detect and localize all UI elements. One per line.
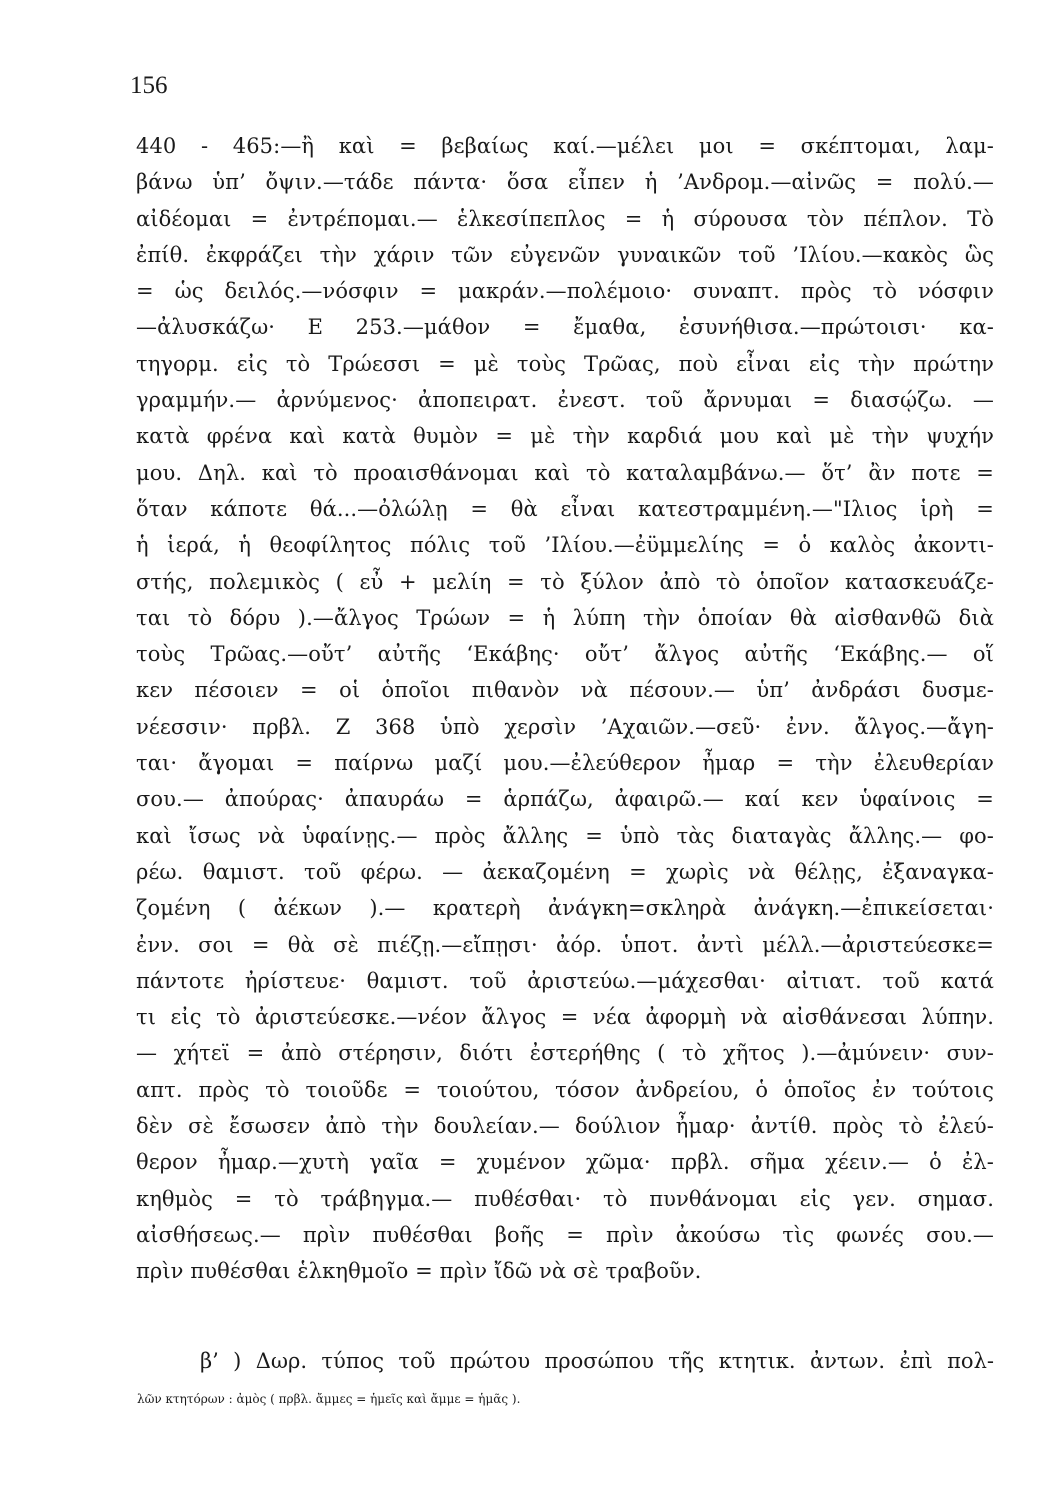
commentary-line: πρὶν πυθέσθαι ἑλκηθμοῖο = πρὶν ἴδῶ νὰ σὲ τραβοῦν. xyxy=(136,1259,702,1284)
commentary-line: τηγορμ. εἰς τὸ Τρώεσσι = μὲ τοὺς Τρῶας, ποὺ εἶναι εἰς τὴν πρώτην xyxy=(136,351,994,376)
commentary-line: κατὰ φρένα καὶ κατὰ θυμὸν = μὲ τὴν καρδιά μου καὶ μὲ τὴν ψυχήν xyxy=(136,424,994,449)
commentary-line: ἐπίθ. ἐκφράζει τὴν χάριν τῶν εὐγενῶν γυναικῶν τοῦ ’Ιλίου.—κακὸς ὣς xyxy=(136,242,994,267)
commentary-line: αἰδέομαι = ἐντρέπομαι.— ἑλκεσίπεπλος = ἡ σύρουσα τὸν πέπλον. Τὸ xyxy=(136,206,994,231)
commentary-line: βάνω ὑπ’ ὄψιν.—τάδε πάντα· ὅσα εἶπεν ἡ ’Ανδρομ.—αἰνῶς = πολύ.— xyxy=(136,170,994,195)
commentary-line: ὅταν κάποτε θά...—ὀλώλῃ = θὰ εἶναι κατεστραμμένη.—"Ιλιος ἱρὴ = xyxy=(136,496,994,521)
commentary-line: ται τὸ δόρυ ).—ἄλγος Τρώων = ἡ λύπη τὴν ὁποίαν θὰ αἰσθανθῶ διὰ xyxy=(136,605,994,630)
commentary-line: απτ. πρὸς τὸ τοιοῦδε = τοιούτου, τόσον ἀνδρείου, ὁ ὁποῖος ἐν τούτοις xyxy=(136,1077,994,1102)
commentary-line: πάντοτε ἠρίστευε· θαμιστ. τοῦ ἀριστεύω.—μάχεσθαι· αἰτιατ. τοῦ κατά xyxy=(136,968,994,993)
commentary-line: νέεσσιν· πρβλ. Ζ 368 ὑπὸ χερσὶν ’Αχαιῶν.—σεῦ· ἐνν. ἄλγος.—ἄγη- xyxy=(136,714,994,739)
commentary-line: κεν πέσοιεν = οἱ ὁποῖοι πιθανὸν νὰ πέσουν.— ὑπ’ ἀνδράσι δυσμε- xyxy=(136,678,994,703)
commentary-line: θερον ἦμαρ.—χυτὴ γαῖα = χυμένον χῶμα· πρβλ. σῆμα χέειν.— ὁ ἐλ- xyxy=(136,1150,994,1175)
commentary-line: καὶ ἴσως νὰ ὑφαίνῃς.— πρὸς ἄλλης = ὑπὸ τὰς διαταγὰς ἄλλης.— φο- xyxy=(136,823,994,848)
commentary-line: —ἀλυσκάζω· Ε 253.—μάθον = ἔμαθα, ἐσυνήθισα.—πρώτοισι· κα- xyxy=(136,315,994,340)
commentary-line: ἡ ἱερά, ἡ θεοφίλητος πόλις τοῦ ’Ιλίου.—ἐϋμμελίης = ὁ καλὸς ἀκοντι- xyxy=(136,533,994,558)
commentary-line: γραμμήν.— ἀρνύμενος· ἀποπειρατ. ἐνεστ. τοῦ ἄρνυμαι = διασῴζω. — xyxy=(136,388,994,413)
commentary-line: 440 - 465:—ἢ καὶ = βεβαίως καί.—μέλει μοι = σκέπτομαι, λαμ- xyxy=(136,134,994,158)
commentary-body xyxy=(136,128,994,1290)
commentary-line: στής, πολεμικὸς ( εὖ + μελίη = τὸ ξύλον ἀπὸ τὸ ὁποῖον κατασκευάζε- xyxy=(136,569,994,594)
commentary-line: δὲν σὲ ἔσωσεν ἀπὸ τὴν δουλείαν.— δούλιον ἦμαρ· ἀντίθ. πρὸς τὸ ἐλεύ- xyxy=(136,1114,994,1139)
commentary-line: αἰσθήσεως.— πρὶν πυθέσθαι βοῆς = πρὶν ἀκούσω τὶς φωνές σου.— xyxy=(136,1222,994,1247)
footnote-line: β’ ) Δωρ. τύπος τοῦ πρώτου προσώπου τῆς κτητικ. ἀντων. ἐπὶ πολ- xyxy=(200,1349,994,1373)
commentary-line: — χήτεϊ = ἀπὸ στέρησιν, διότι ἐστερήθης ( τὸ χῆτος ).—ἀμύνειν· συν- xyxy=(136,1041,994,1066)
commentary-line: ρέω. θαμιστ. τοῦ φέρω. — ἀεκαζομένη = χωρὶς νὰ θέλῃς, ἐξαναγκα- xyxy=(136,859,994,884)
commentary-line: ζομένη ( ἀέκων ).— κρατερὴ ἀνάγκη=σκληρὰ ἀνάγκη.—ἐπικείσεται· xyxy=(136,896,994,921)
commentary-line: μου. Δηλ. καὶ τὸ προαισθάνομαι καὶ τὸ καταλαμβάνω.— ὅτ’ ἂν ποτε = xyxy=(136,460,994,485)
footnote xyxy=(137,1342,994,1418)
commentary-line: ἐνν. σοι = θὰ σὲ πιέζῃ.—εἴπῃσι· ἀόρ. ὑποτ. ἀντὶ μέλλ.—ἀριστεύεσκε= xyxy=(136,932,994,957)
commentary-line: σου.— ἀπούρας· ἀπαυράω = ἁρπάζω, ἀφαιρῶ.— καί κεν ὑφαίνοις = xyxy=(136,787,994,812)
commentary-line: κηθμὸς = τὸ τράβηγμα.— πυθέσθαι· τὸ πυνθάνομαι εἰς γεν. σημασ. xyxy=(136,1186,994,1211)
commentary-line: τοὺς Τρῶας.—οὔτ’ αὐτῆς ‘Εκάβης· οὔτ’ ἄλγος αὐτῆς ‘Εκάβης.— οἵ xyxy=(136,642,994,667)
commentary-line: = ὡς δειλός.—νόσφιν = μακράν.—πολέμοιο· συναπτ. πρὸς τὸ νόσφιν xyxy=(136,279,994,304)
commentary-line: τι εἰς τὸ ἀριστεύεσκε.—νέον ἄλγος = νέα ἀφορμὴ νὰ αἰσθάνεσαι λύπην. xyxy=(136,1005,994,1030)
page-number: 156 xyxy=(130,72,168,99)
footnote-line: λῶν κτητόρων : ἀμὸς ( πρβλ. ἄμμες = ἡμεῖς καὶ ἄμμε = ἡμᾶς ). xyxy=(137,1392,521,1406)
commentary-line: ται· ἄγομαι = παίρνω μαζί μου.—ἐλεύθερον ἦμαρ = τὴν ἐλευθερίαν xyxy=(136,751,994,776)
